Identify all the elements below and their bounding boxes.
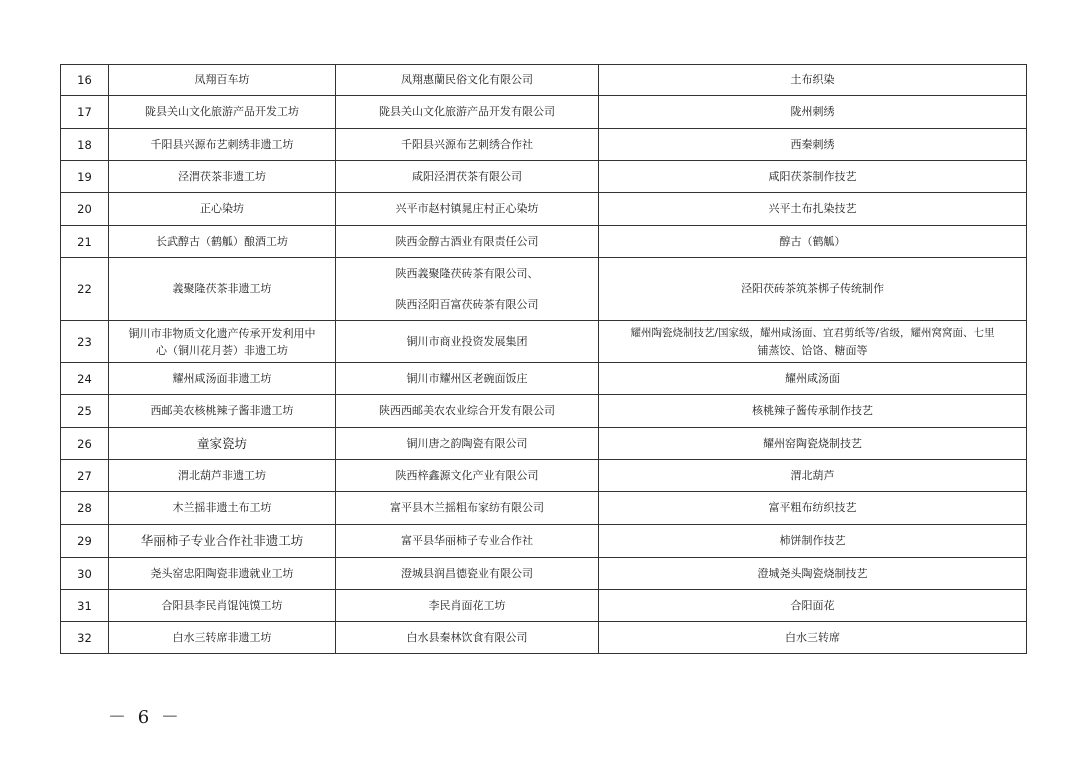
- organization-name: 陕西梓鑫源文化产业有限公司: [336, 460, 599, 492]
- organization-name: 凤翔惠蘭民俗文化有限公司: [336, 65, 599, 96]
- table-row: [61, 428, 1027, 460]
- row-number: 31: [61, 590, 109, 622]
- heritage-project-line: 铺蒸饺、饸饹、糖面等: [757, 343, 868, 357]
- heritage-project: 陇州刺绣: [599, 96, 1027, 129]
- workshop-name: 童家瓷坊: [109, 428, 336, 460]
- organization-name-line: 陕西泾阳百富茯砖茶有限公司: [395, 298, 539, 311]
- table-row: [61, 321, 1027, 363]
- workshop-name: 白水三转席非遗工坊: [109, 622, 336, 654]
- organization-name-line: 陕西義聚隆茯砖茶有限公司、: [395, 267, 539, 280]
- workshop-name: 凤翔百车坊: [109, 65, 336, 96]
- heritage-project: 泾阳茯砖茶筑茶梆子传统制作: [599, 258, 1027, 321]
- organization-name: 铜川唐之韵陶瓷有限公司: [336, 428, 599, 460]
- workshop-name-line: 心（铜川花月荟）非遗工坊: [156, 343, 288, 357]
- heritage-project: 耀州窑陶瓷烧制技艺: [599, 428, 1027, 460]
- workshop-name: 木兰摇非遗土布工坊: [109, 492, 336, 525]
- row-number: 27: [61, 460, 109, 492]
- workshop-name: 正心染坊: [109, 193, 336, 226]
- workshop-name: 義聚隆茯茶非遗工坊: [109, 258, 336, 321]
- heritage-project-line: 耀州陶瓷烧制技艺/国家级，耀州咸汤面、宜君剪纸等/省级，耀州窝窝面、七里: [630, 326, 995, 339]
- heritage-project: 柿饼制作技艺: [599, 525, 1027, 558]
- heritage-project: 西秦刺绣: [599, 129, 1027, 161]
- row-number: 29: [61, 525, 109, 558]
- table-row: [61, 96, 1027, 129]
- table-row: [61, 525, 1027, 558]
- heritage-project: 醇古（鹤觚）: [599, 226, 1027, 258]
- workshop-name: 尧头窑忠阳陶瓷非遗就业工坊: [109, 558, 336, 590]
- page-number: － 6 －: [108, 707, 182, 728]
- workshop-name: [109, 321, 336, 363]
- table-row: [61, 226, 1027, 258]
- heritage-workshop-table: [60, 64, 1027, 654]
- table-row: [61, 558, 1027, 590]
- row-number: 28: [61, 492, 109, 525]
- row-number: 20: [61, 193, 109, 226]
- row-number: 23: [61, 321, 109, 363]
- workshop-name: 渭北葫芦非遗工坊: [109, 460, 336, 492]
- heritage-project: 土布织染: [599, 65, 1027, 96]
- heritage-project: 合阳面花: [599, 590, 1027, 622]
- row-number: 17: [61, 96, 109, 129]
- heritage-project: 咸阳茯茶制作技艺: [599, 161, 1027, 193]
- row-number: 32: [61, 622, 109, 654]
- workshop-name: 华丽柿子专业合作社非遗工坊: [109, 525, 336, 558]
- table-row: [61, 395, 1027, 428]
- workshop-name: 西邮美农核桃辣子酱非遗工坊: [109, 395, 336, 428]
- organization-name: 澄城县润昌德瓷业有限公司: [336, 558, 599, 590]
- workshop-name: 陇县关山文化旅游产品开发工坊: [109, 96, 336, 129]
- organization-name: 陇县关山文化旅游产品开发有限公司: [336, 96, 599, 129]
- organization-name: 咸阳泾渭茯茶有限公司: [336, 161, 599, 193]
- table-row: [61, 161, 1027, 193]
- workshop-name-line: 铜川市非物质文化遗产传承开发利用中: [128, 326, 316, 340]
- row-number: 24: [61, 363, 109, 395]
- heritage-project: 富平粗布纺织技艺: [599, 492, 1027, 525]
- row-number: 21: [61, 226, 109, 258]
- organization-name: 陕西西邮美农农业综合开发有限公司: [336, 395, 599, 428]
- row-number: 22: [61, 258, 109, 321]
- table-row: [61, 363, 1027, 395]
- organization-name: 铜川市商业投资发展集团: [336, 321, 599, 363]
- workshop-name: 千阳县兴源布艺刺绣非遗工坊: [109, 129, 336, 161]
- table-row: [61, 492, 1027, 525]
- heritage-project: 澄城尧头陶瓷烧制技艺: [599, 558, 1027, 590]
- heritage-project: 耀州咸汤面: [599, 363, 1027, 395]
- organization-name: 富平县华丽柿子专业合作社: [336, 525, 599, 558]
- row-number: 25: [61, 395, 109, 428]
- workshop-name: 泾渭茯茶非遗工坊: [109, 161, 336, 193]
- organization-name: 铜川市耀州区老碗面饭庄: [336, 363, 599, 395]
- organization-name: 李民肖面花工坊: [336, 590, 599, 622]
- workshop-name: 长武醇古（鹤觚）酿酒工坊: [109, 226, 336, 258]
- organization-name: 富平县木兰摇粗布家纺有限公司: [336, 492, 599, 525]
- heritage-project: 白水三转席: [599, 622, 1027, 654]
- workshop-name: 合阳县李民肖馄饨馍工坊: [109, 590, 336, 622]
- heritage-project: 核桃辣子酱传承制作技艺: [599, 395, 1027, 428]
- organization-name: 兴平市赵村镇晁庄村正心染坊: [336, 193, 599, 226]
- table-row: [61, 590, 1027, 622]
- table-row: [61, 65, 1027, 96]
- heritage-project: 兴平土布扎染技艺: [599, 193, 1027, 226]
- table-row: [61, 258, 1027, 321]
- row-number: 16: [61, 65, 109, 96]
- heritage-project: [599, 321, 1027, 363]
- organization-name: 千阳县兴源布艺刺绣合作社: [336, 129, 599, 161]
- row-number: 18: [61, 129, 109, 161]
- organization-name: 陕西金醇古酒业有限责任公司: [336, 226, 599, 258]
- table-row: [61, 129, 1027, 161]
- table-row: [61, 460, 1027, 492]
- organization-name: 白水县秦林饮食有限公司: [336, 622, 599, 654]
- workshop-name: 耀州咸汤面非遗工坊: [109, 363, 336, 395]
- heritage-project: 渭北葫芦: [599, 460, 1027, 492]
- row-number: 26: [61, 428, 109, 460]
- table-row: [61, 622, 1027, 654]
- organization-name: [336, 258, 599, 321]
- row-number: 19: [61, 161, 109, 193]
- table-row: [61, 193, 1027, 226]
- row-number: 30: [61, 558, 109, 590]
